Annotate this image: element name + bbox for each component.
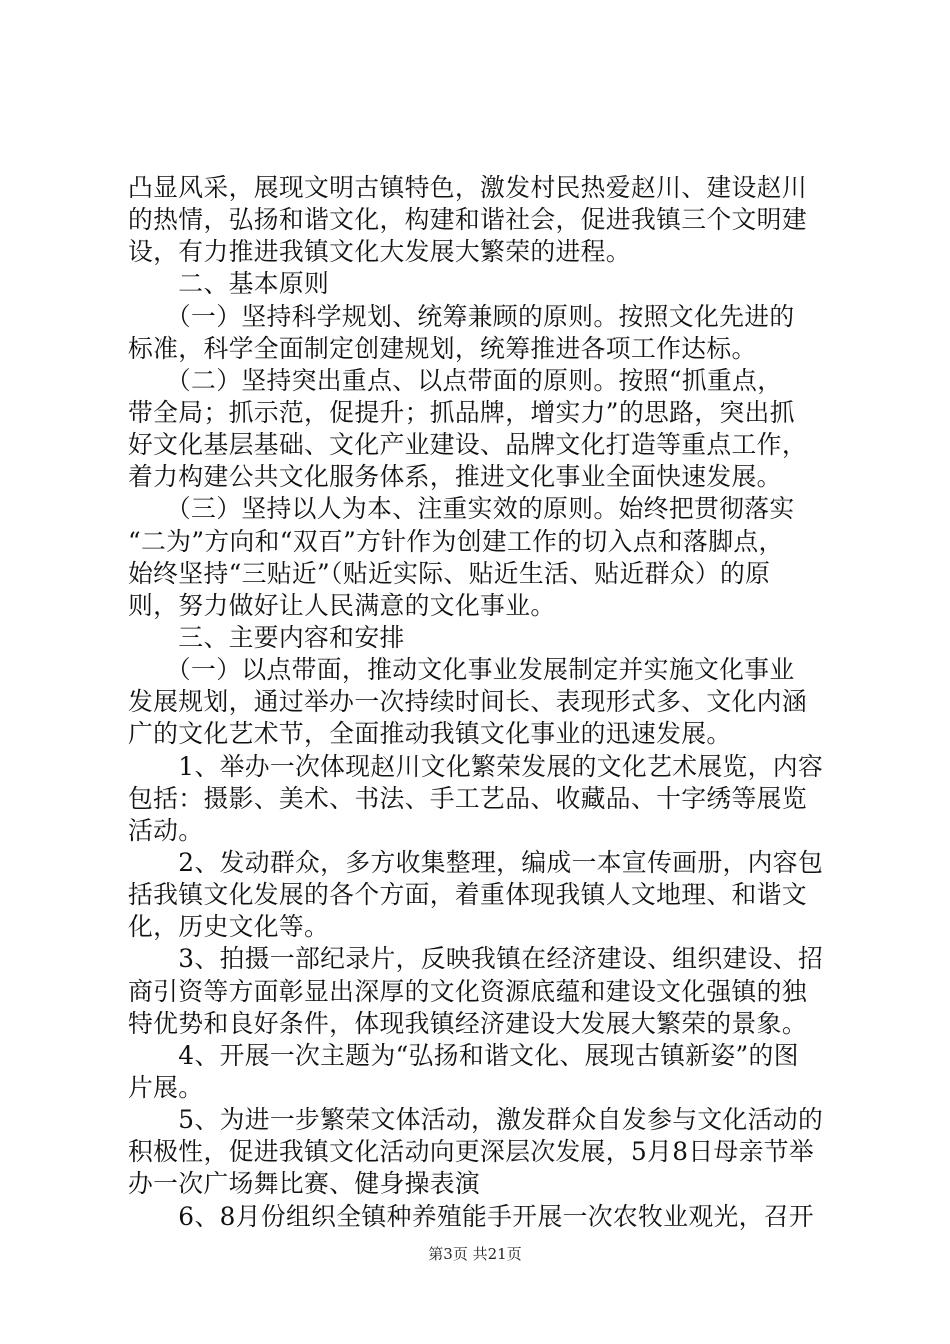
body-line: 特优势和良好条件，体现我镇经济建设大发展大繁荣的景象。	[128, 1008, 807, 1038]
body-line: （一）坚持科学规划、统筹兼顾的原则。按照文化先进的	[128, 301, 795, 331]
body-line: “二为”方向和“双百”方针作为创建工作的切入点和落脚点，	[128, 526, 784, 556]
body-line: 1、举办一次体现赵川文化繁荣发展的文化艺术展览，内容	[128, 751, 824, 781]
body-line: 办一次广场舞比赛、健身操表演	[128, 1169, 481, 1199]
body-line: 广的文化艺术节，全面推动我镇文化事业的迅速发展。	[128, 719, 732, 749]
body-line: 凸显风采，展现文明古镇特色，激发村民热爱赵川、建设赵川	[128, 173, 807, 202]
body-line: 括我镇文化发展的各个方面，着重体现我镇人文地理、和谐文	[128, 880, 807, 910]
body-line: 化，历史文化等。	[128, 912, 330, 942]
body-line: 包括：摄影、美术、书法、手工艺品、收藏品、十字绣等展览	[128, 783, 807, 813]
body-line: 二、基本原则	[128, 269, 330, 299]
body-line: 好文化基层基础、文化产业建设、品牌文化打造等重点工作，	[128, 430, 807, 460]
body-line: 3、拍摄一部纪录片，反映我镇在经济建设、组织建设、招	[128, 944, 824, 974]
body-line: 2、发动群众，多方收集整理，编成一本宣传画册，内容包	[128, 847, 824, 877]
body-line: 带全局；抓示范，促提升；抓品牌，增实力”的思路，突出抓	[128, 397, 795, 427]
document-body	[128, 172, 848, 1233]
body-line: 则，努力做好让人民满意的文化事业。	[128, 590, 556, 620]
body-line: 商引资等方面彰显出深厚的文化资源底蕴和建设文化强镇的独	[128, 976, 807, 1006]
body-line: 设，有力推进我镇文化大发展大繁荣的进程。	[128, 237, 631, 267]
body-line: 5、为进一步繁荣文体活动，激发群众自发参与文化活动的	[128, 1105, 824, 1135]
page-footer: 第3页 共21页	[428, 1245, 522, 1263]
body-line: 片展。	[128, 1072, 204, 1102]
body-line: 6、8月份组织全镇种养殖能手开展一次农牧业观光，召开	[128, 1201, 815, 1231]
body-line: 活动。	[128, 815, 204, 845]
body-line: 三、主要内容和安排	[128, 622, 405, 652]
body-line: 发展规划，通过举办一次持续时间长、表现形式多、文化内涵	[128, 687, 807, 717]
body-line: 始终坚持“三贴近”（贴近实际、贴近生活、贴近群众）的原	[128, 558, 771, 588]
body-line: （二）坚持突出重点、以点带面的原则。按照“抓重点，	[128, 365, 783, 395]
body-line: 标准，科学全面制定创建规划，统筹推进各项工作达标。	[128, 333, 757, 363]
body-line: 着力构建公共文化服务体系，推进文化事业全面快速发展。	[128, 462, 782, 492]
body-line: 4、开展一次主题为“弘扬和谐文化、展现古镇新姿”的图	[128, 1040, 799, 1070]
body-line: 的热情，弘扬和谐文化，构建和谐社会，促进我镇三个文明建	[128, 205, 807, 235]
body-line: （三）坚持以人为本、注重实效的原则。始终把贯彻落实	[128, 494, 795, 524]
body-line: （一）以点带面，推动文化事业发展制定并实施文化事业	[128, 655, 795, 685]
body-line: 积极性，促进我镇文化活动向更深层次发展，5月8日母亲节举	[128, 1137, 815, 1167]
